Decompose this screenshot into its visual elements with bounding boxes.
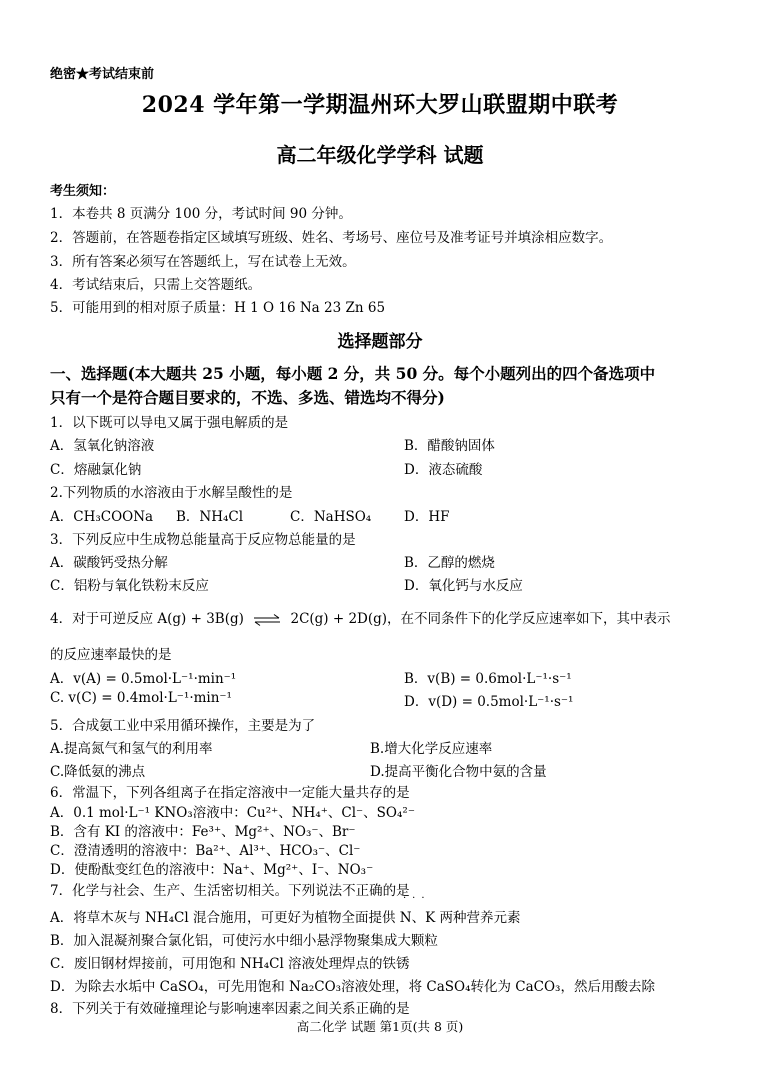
- equation-right: 2C(g) + 2D(g)，在不同条件下的化学反应速率如下，其中表示: [290, 611, 671, 627]
- option-b: B．醋酸钠固体: [404, 438, 495, 454]
- option-c: C．熔融氯化钠: [50, 462, 142, 478]
- option-d: D．v(D) = 0.5mol·L⁻¹·s⁻¹: [404, 694, 574, 710]
- note-item: 5．可能用到的相对原子质量：H 1 O 16 Na 23 Zn 65: [50, 300, 386, 316]
- section-title: 选择题部分: [337, 332, 423, 352]
- section-instruction: 一、选择题(本大题共 25 小题，每小题 2 分，共 50 分。每个小题列出的四个备选项中: [50, 364, 656, 383]
- option-c: C. v(C) = 0.4mol·L⁻¹·min⁻¹: [50, 690, 232, 706]
- exam-title: 2024 学年第一学期温州环大罗山联盟期中联考: [141, 92, 619, 118]
- question-stem: 7．化学与社会、生产、生活密切相关。下列说法不正确的是: [50, 883, 410, 899]
- option-c: C．废旧钢材焊接前，可用饱和 NH₄Cl 溶液处理焊点的铁锈: [50, 956, 410, 972]
- note-item: 1．本卷共 8 页满分 100 分，考试时间 90 分钟。: [50, 206, 352, 222]
- confidential-mark: 绝密★考试结束前: [50, 67, 155, 82]
- notes-heading: 考生须知：: [50, 184, 116, 199]
- option-a: A．0.1 mol·L⁻¹ KNO₃溶液中：Cu²⁺、NH₄⁺、Cl⁻、SO₄²⁻: [50, 805, 415, 821]
- option-b: B．NH₄Cl: [176, 509, 244, 525]
- option-c: C．澄清透明的溶液中：Ba²⁺、Al³⁺、HCO₃⁻、Cl⁻: [50, 843, 361, 859]
- emphasis-dots: ···: [403, 893, 431, 904]
- option-b: B.增大化学反应速率: [370, 741, 493, 757]
- page-footer: 高二化学 试题 第1页(共 8 页): [296, 1019, 464, 1034]
- option-a: A．碳酸钙受热分解: [50, 555, 168, 571]
- note-item: 4．考试结束后，只需上交答题纸。: [50, 277, 262, 293]
- option-a: A.提高氮气和氢气的利用率: [50, 741, 213, 757]
- option-a: A．v(A) = 0.5mol·L⁻¹·min⁻¹: [50, 671, 237, 687]
- note-item: 2．答题前，在答题卷指定区域填写班级、姓名、考场号、座位号及准考证号并填涂相应数字。: [50, 230, 613, 246]
- question-stem: 8．下列关于有效碰撞理论与影响速率因素之间关系正确的是: [50, 1001, 410, 1017]
- option-a: A．CH₃COONa: [50, 509, 154, 525]
- question-stem: 5．合成氨工业中采用循环操作，主要是为了: [50, 718, 316, 734]
- option-d: D.提高平衡化合物中氨的含量: [370, 764, 547, 780]
- option-b: B．含有 KI 的溶液中：Fe³⁺、Mg²⁺、NO₃⁻、Br⁻: [50, 824, 356, 840]
- note-item: 3．所有答案必须写在答题纸上，写在试卷上无效。: [50, 254, 356, 270]
- option-b: B．乙醇的燃烧: [404, 555, 495, 571]
- question-stem-continued: 的反应速率最快的是: [50, 647, 172, 663]
- question-stem: 1．以下既可以导电又属于强电解质的是: [50, 415, 289, 431]
- option-d: D．液态硫酸: [404, 462, 483, 478]
- question-stem: 3．下列反应中生成物总能量高于反应物总能量的是: [50, 532, 356, 548]
- exam-subtitle: 高二年级化学学科 试题: [276, 143, 484, 167]
- question-stem: [50, 607, 671, 627]
- option-d: D．氧化钙与水反应: [404, 578, 523, 594]
- option-b: B．加入混凝剂聚合氯化铝，可使污水中细小悬浮物聚集成大颗粒: [50, 933, 438, 949]
- option-d: D．HF: [404, 509, 450, 525]
- option-c: C．铝粉与氧化铁粉末反应: [50, 578, 209, 594]
- equilibrium-arrow-icon: [252, 613, 282, 627]
- option-b: B．v(B) = 0.6mol·L⁻¹·s⁻¹: [404, 671, 572, 687]
- section-instruction: 只有一个是符合题目要求的，不选、多选、错选均不得分): [50, 388, 445, 407]
- option-c: C.降低氨的沸点: [50, 764, 146, 780]
- equation-left: 4．对于可逆反应 A(g) + 3B(g): [50, 611, 244, 627]
- option-d: D．为除去水垢中 CaSO₄，可先用饱和 Na₂CO₃溶液处理，将 CaSO₄转化为 CaCO₃，然后用酸去除: [50, 979, 655, 995]
- option-d: D．使酚酞变红色的溶液中：Na⁺、Mg²⁺、I⁻、NO₃⁻: [50, 862, 374, 878]
- question-stem: 6．常温下，下列各组离子在指定溶液中一定能大量共存的是: [50, 785, 410, 801]
- option-c: C．NaHSO₄: [290, 509, 372, 525]
- option-a: A．氢氧化钠溶液: [50, 438, 155, 454]
- option-a: A．将草木灰与 NH₄Cl 混合施用，可更好为植物全面提供 N、K 两种营养元素: [50, 910, 521, 926]
- question-stem: 2.下列物质的水溶液由于水解呈酸性的是: [50, 485, 293, 501]
